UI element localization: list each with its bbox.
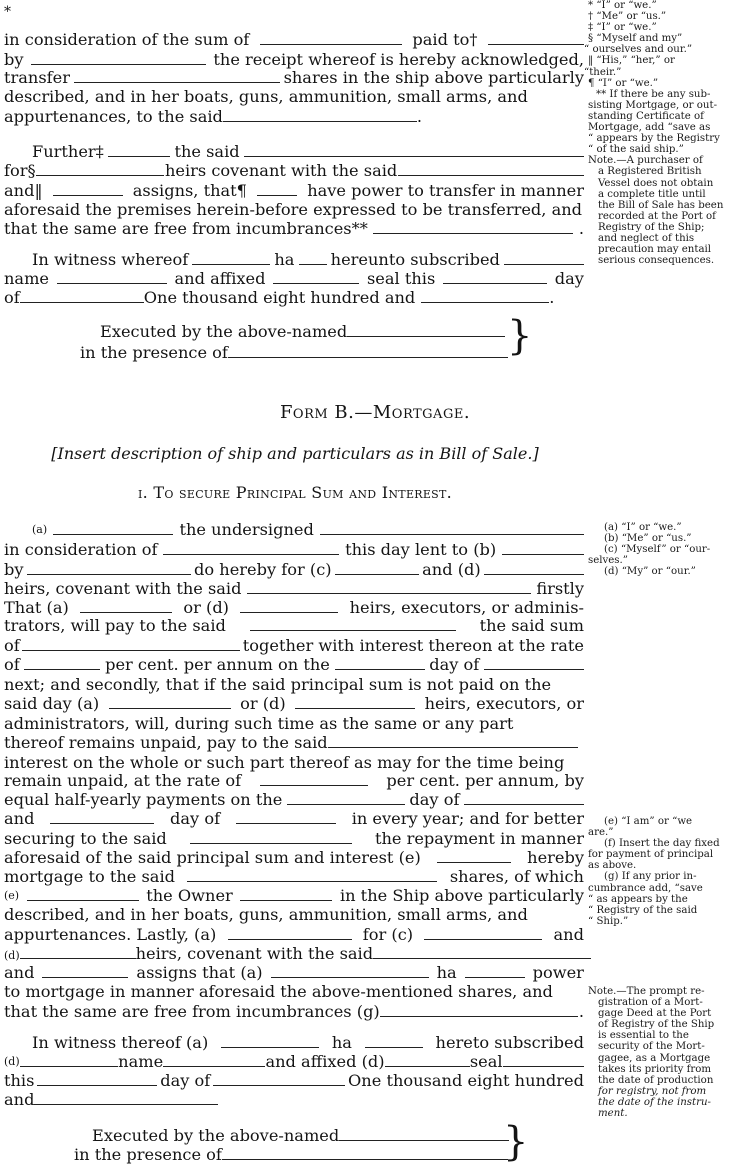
text-line: trators, will pay to the said the said sum (4, 616, 584, 635)
text-line: to mortgage in manner aforesaid the above-mentioned shares, and (4, 982, 553, 1001)
note-line: the date of production (598, 1074, 714, 1086)
text-line: heirs, covenant with the said firstly (4, 579, 584, 598)
blank-field[interactable] (295, 694, 415, 709)
note-line: “ appears by the Registry (588, 133, 720, 145)
text-line: in consideration of the sum of paid to† (4, 30, 584, 50)
text-line: name and affixed seal this day (4, 269, 584, 288)
note-line: a Registered British (598, 166, 702, 178)
blank-field[interactable] (484, 655, 584, 670)
note-line: for registry, not from (598, 1085, 707, 1097)
blank-field[interactable] (228, 925, 352, 940)
blank-field[interactable] (244, 142, 584, 157)
text-line: (e) the Owner in the Ship above particularly (4, 886, 584, 905)
note-line: * “I” or “we.” (588, 0, 657, 11)
blank-field[interactable] (373, 219, 573, 234)
blank-field[interactable] (213, 1071, 345, 1086)
text-line: next; and secondly, that if the said principal sum is not paid on the (4, 675, 552, 694)
text-line: appurtenances, to the said . (4, 107, 423, 126)
witness-field[interactable] (222, 1145, 508, 1160)
note-line: security of the Mort- (598, 1041, 705, 1053)
text-line: this day of One thousand eight hundred (4, 1071, 584, 1090)
blank-field[interactable] (503, 1052, 584, 1067)
blank-field[interactable] (163, 1052, 265, 1067)
text-line: aforesaid of the said principal sum and interest (e) hereby (4, 848, 584, 867)
blank-field[interactable] (287, 790, 405, 805)
note-line: “ of the said ship.” (588, 144, 684, 156)
note-line: § “Myself and my” (588, 33, 683, 45)
text-line: securing to the said the repayment in manner (4, 829, 584, 848)
asterisk-mark: * (4, 4, 11, 20)
text-line: described, and in her boats, guns, ammunition, small arms, and (4, 905, 528, 924)
text-line: in the presence of (74, 1145, 514, 1165)
signature-field[interactable] (339, 1126, 509, 1141)
text-line: In witness thereof (a) ha hereto subscribed (32, 1033, 584, 1052)
blank-field[interactable] (421, 288, 549, 303)
note-line: a complete title until (598, 188, 706, 200)
blank-field[interactable] (385, 1052, 470, 1067)
blank-field[interactable] (240, 886, 332, 901)
blank-field[interactable] (465, 963, 525, 978)
note-line: the Bill of Sale has been (598, 199, 724, 211)
blank-field[interactable] (271, 963, 429, 978)
note-line: (a) “I” or “we.” (604, 522, 682, 533)
note-line: and neglect of this (598, 232, 695, 244)
margin-notes-low (588, 816, 748, 927)
blank-field[interactable] (380, 1002, 578, 1017)
text-line: that the same are free from incumbrances** . (4, 219, 584, 238)
note-line: “their.” (584, 66, 622, 78)
note-line: as above. (588, 860, 637, 872)
text-line: Executed by the above-named (92, 1126, 512, 1146)
blank-field[interactable] (221, 1033, 319, 1048)
note-line: selves.” (588, 555, 628, 567)
text-line: of per cent. per annum on the day of (4, 655, 584, 675)
blank-field[interactable] (273, 269, 359, 284)
note-line: “ as appears by the (588, 893, 688, 905)
text-line: by the receipt whereof is hereby acknowledged, (4, 50, 584, 69)
blank-field[interactable] (50, 809, 154, 824)
note-line: are.” (588, 827, 614, 839)
text-line: that the same are free from incumbrances (g) . (4, 1002, 584, 1021)
blank-field[interactable] (260, 771, 368, 786)
blank-field[interactable] (250, 616, 456, 631)
blank-field[interactable] (424, 925, 542, 940)
text-line: Executed by the above-named (100, 322, 520, 342)
blank-field[interactable] (328, 733, 578, 748)
blank-field[interactable] (109, 694, 231, 709)
note-line: precaution may entail (598, 244, 712, 256)
note-line: cumbrance add, “save (588, 882, 703, 894)
instruction-line: [Insert description of ship and particulars as in Bill of Sale.] (51, 444, 539, 463)
text-line: and (4, 1090, 584, 1110)
blank-field[interactable] (53, 181, 123, 196)
text-line: Further‡ the said (4, 142, 584, 162)
blank-field[interactable] (502, 540, 584, 555)
blank-field[interactable] (24, 655, 100, 670)
note-line: for payment of principal (588, 849, 714, 861)
blank-field[interactable] (236, 809, 336, 824)
blank-field[interactable] (335, 560, 419, 575)
text-line: equal half-yearly payments on the day of (4, 790, 584, 810)
signature-field[interactable] (347, 322, 505, 337)
blank-field[interactable] (299, 250, 327, 265)
blank-field[interactable] (488, 30, 584, 45)
note-line: ** If there be any sub- (596, 88, 711, 100)
blank-field[interactable] (34, 1090, 218, 1105)
blank-field[interactable] (260, 30, 402, 45)
text-line: In witness whereof ha hereunto subscribed (4, 250, 584, 270)
blank-field[interactable] (108, 142, 170, 157)
blank-field[interactable] (373, 944, 591, 959)
form-heading: Form B.—Mortgage. (279, 402, 471, 423)
text-line: (d) heirs, covenant with the said (4, 944, 584, 966)
text-line: interest on the whole or such part thereof as may for the time being (4, 753, 565, 772)
blank-field[interactable] (37, 1071, 157, 1086)
blank-field[interactable] (192, 250, 270, 265)
note-line: “ ourselves and our.” (584, 44, 693, 56)
note-line: gage Deed at the Port (598, 1008, 712, 1020)
text-line: mortgage to the said shares, of which (4, 867, 584, 886)
note-line: (c) “Myself” or “our- (604, 544, 711, 556)
note-line: ‡ “I” or “we.” (588, 22, 657, 34)
blank-field[interactable] (20, 944, 136, 959)
blank-field[interactable] (484, 560, 584, 575)
blank-field[interactable] (42, 963, 128, 978)
brace-mark: } (507, 313, 533, 359)
blank-field[interactable] (74, 68, 280, 83)
note-line: takes its priority from (598, 1063, 712, 1075)
note-line: ‖ “His,” “her,” or (588, 55, 675, 67)
blank-field[interactable] (187, 867, 437, 882)
note-line: Registry of the Ship; (598, 221, 705, 233)
blank-field[interactable] (80, 598, 172, 613)
note-line: (g) If any prior in- (604, 871, 697, 883)
blank-field[interactable] (57, 269, 167, 284)
blank-field[interactable] (437, 848, 511, 863)
note-line: (f) Insert the day fixed (604, 838, 720, 850)
blank-field[interactable] (240, 598, 338, 613)
margin-notes-bottom (588, 986, 748, 1119)
text-line: and assigns that (a) ha power (4, 963, 584, 982)
blank-field[interactable] (257, 181, 297, 196)
note-line: (b) “Me” or “us.” (604, 533, 692, 545)
text-line: and day of in every year; and for better (4, 809, 584, 828)
note-line: † “Me” or “us.” (588, 11, 667, 23)
blank-field[interactable] (464, 790, 584, 805)
text-line: of One thousand eight hundred and . (4, 288, 555, 307)
note-line: (e) “I am” or “we (604, 816, 693, 827)
note-line: Mortgage, add “save as (588, 122, 711, 134)
text-line: administrators, will, during such time as the same or any part (4, 714, 514, 733)
text-line: for§ heirs covenant with the said (4, 161, 584, 181)
text-line: appurtenances. Lastly, (a) for (c) and (4, 925, 584, 944)
text-line: remain unpaid, at the rate of per cent. per annum, by (4, 771, 584, 790)
note-line: (d) “My” or “our.” (604, 566, 696, 578)
blank-field[interactable] (190, 829, 352, 844)
blank-field[interactable] (398, 161, 584, 176)
note-line: ¶ “I” or “we.” (588, 77, 659, 89)
blank-field[interactable] (27, 886, 139, 901)
text-line: (d) name and affixed (d) seal (4, 1052, 584, 1072)
note-line: of Registry of the Ship (598, 1019, 715, 1031)
note-line: sisting Mortgage, or out- (588, 99, 718, 111)
section-subheading: i. To secure Principal Sum and Interest. (137, 483, 453, 502)
text-line: That (a) or (d) heirs, executors, or adminis- (4, 598, 584, 617)
text-line: thereof remains unpaid, pay to the said (4, 733, 584, 753)
blank-field[interactable] (53, 520, 173, 535)
blank-field[interactable] (223, 107, 417, 122)
blank-field[interactable] (443, 269, 547, 284)
text-line: of together with interest thereon at the rate (4, 636, 584, 655)
margin-notes-mid (588, 522, 748, 577)
blank-field[interactable] (365, 1033, 423, 1048)
text-line: in consideration of this day lent to (b) (4, 540, 584, 560)
witness-field[interactable] (228, 343, 508, 358)
blank-field[interactable] (335, 655, 425, 670)
blank-field[interactable] (504, 250, 584, 265)
note-line: Note.—A purchaser of (588, 155, 703, 167)
note-line: gistration of a Mort- (598, 997, 703, 1009)
note-line: standing Certificate of (588, 110, 704, 122)
blank-field[interactable] (36, 161, 164, 176)
text-line: and‖ assigns, that¶ have power to transfer in manner (4, 181, 584, 200)
margin-notes-top (584, 0, 748, 267)
blank-field[interactable] (247, 579, 531, 594)
note-line: the date of the instru- (598, 1096, 711, 1108)
note-line: recorded at the Port of (598, 210, 716, 222)
blank-field[interactable] (320, 520, 584, 535)
note-line: “ Ship.” (588, 915, 629, 927)
brace-mark: } (503, 1119, 529, 1165)
text-line: transfer shares in the ship above particularly (4, 68, 584, 87)
text-line: in the presence of (80, 343, 520, 363)
note-line: Vessel does not obtain (598, 177, 714, 189)
note-line: ment. (598, 1108, 628, 1120)
note-line: gagee, as a Mortgage (598, 1052, 711, 1064)
text-line: aforesaid the premises herein-before expressed to be transferred, and (4, 200, 583, 219)
blank-field[interactable] (20, 1052, 119, 1067)
blank-field[interactable] (27, 560, 191, 575)
note-line: “ Registry of the said (588, 904, 698, 916)
text-line: by do hereby for (c) and (d) (4, 560, 584, 580)
note-line: Note.—The prompt re- (588, 986, 705, 997)
text-line: described, and in her boats, guns, ammunition, small arms, and (4, 87, 528, 106)
note-line: is essential to the (598, 1030, 689, 1042)
blank-field[interactable] (163, 540, 339, 555)
blank-field[interactable] (31, 50, 206, 65)
blank-field[interactable] (20, 288, 144, 303)
text-line: (a) the undersigned (4, 520, 584, 540)
blank-field[interactable] (22, 636, 240, 651)
text-line: said day (a) or (d) heirs, executors, or (4, 694, 584, 713)
note-line: serious consequences. (598, 255, 715, 267)
